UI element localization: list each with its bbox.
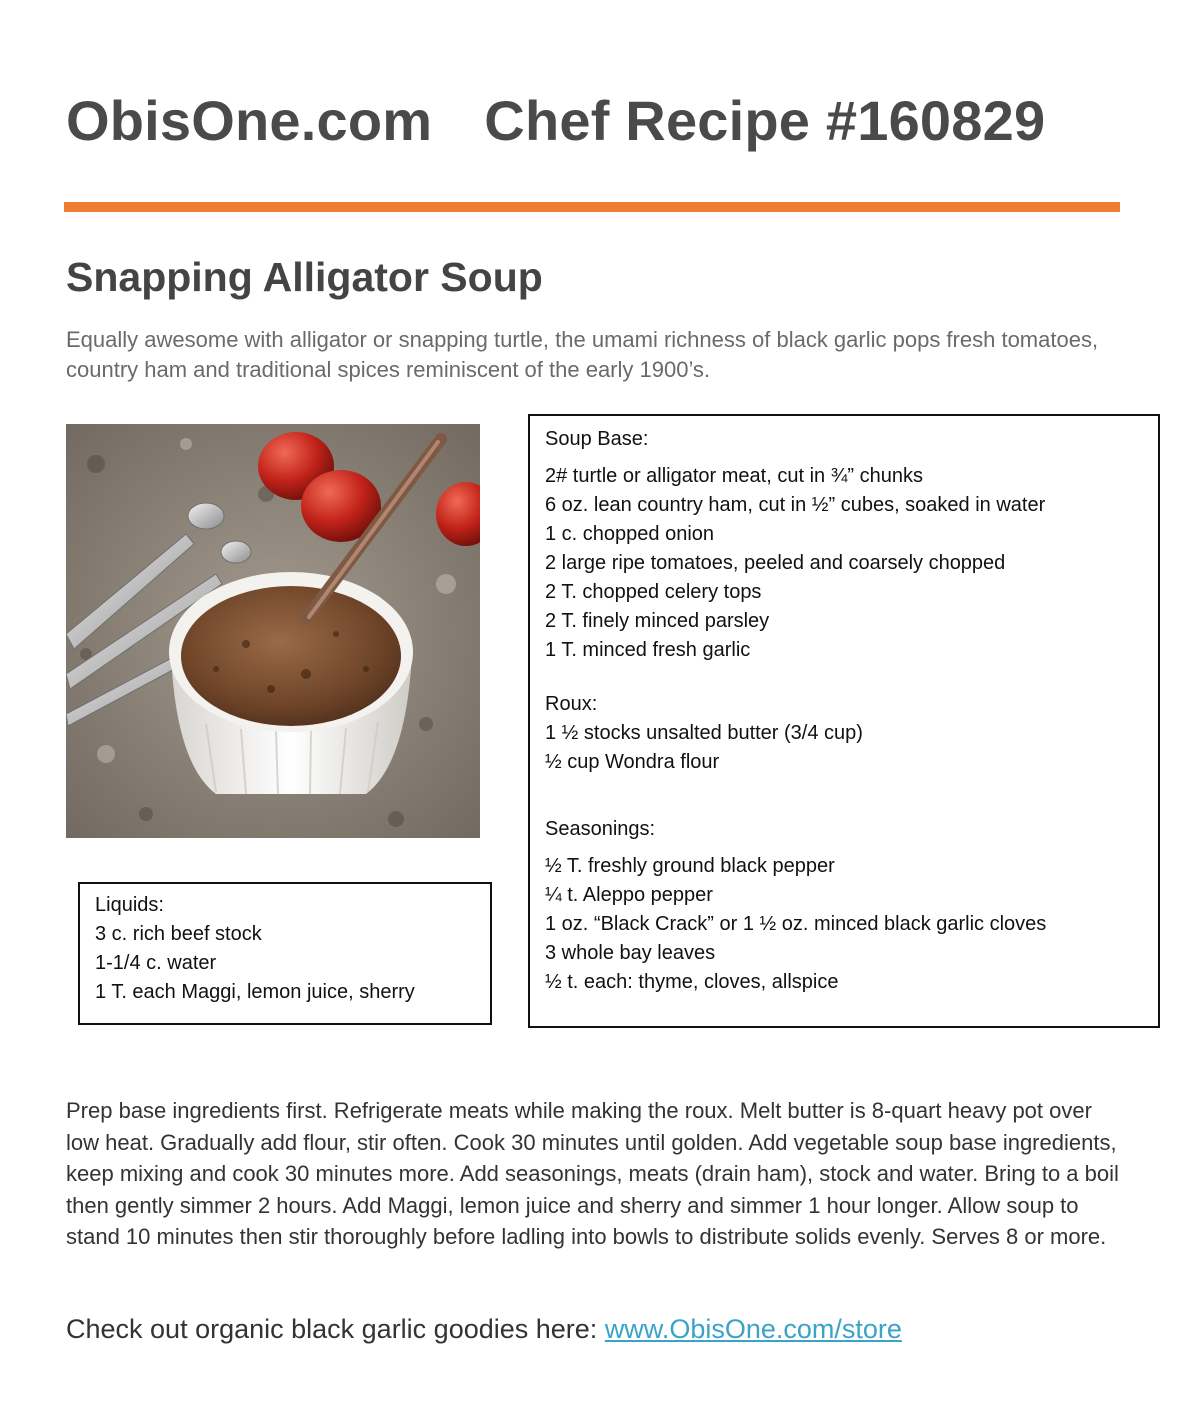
- recipe-number: Chef Recipe #160829: [484, 89, 1046, 152]
- roux-heading: Roux:: [545, 693, 598, 715]
- liquids-heading: Liquids:: [95, 894, 164, 916]
- page-header: [66, 88, 1045, 153]
- soup-base-heading: Soup Base:: [545, 428, 649, 450]
- liquids-item: 1 T. each Maggi, lemon juice, sherry: [95, 981, 415, 1003]
- recipe-intro: Equally awesome with alligator or snapping turtle, the umami richness of black garlic pops fresh tomatoes, country ham and traditional spices reminiscent of the early 1900’s.: [66, 327, 1099, 382]
- soup-base-item: 2 T. chopped celery tops: [545, 581, 762, 603]
- footer-cta: [66, 1314, 902, 1345]
- soup-bowl-image: [66, 424, 480, 838]
- soup-base-item: 2 T. finely minced parsley: [545, 610, 770, 632]
- seasonings-heading: Seasonings:: [545, 818, 656, 840]
- seasonings-item: 3 whole bay leaves: [545, 942, 716, 964]
- recipe-title: Snapping Alligator Soup: [66, 254, 543, 300]
- roux-item: 1 ½ stocks unsalted butter (3/4 cup): [545, 722, 863, 744]
- roux-item: ½ cup Wondra flour: [545, 751, 720, 773]
- liquids-box: [78, 882, 492, 1025]
- seasonings-item: ½ t. each: thyme, cloves, allspice: [545, 971, 839, 993]
- soup-base-item: 6 oz. lean country ham, cut in ½” cubes, soaked in water: [545, 494, 1046, 516]
- footer-text: Check out organic black garlic goodies here:: [66, 1314, 605, 1344]
- seasonings-item: ½ T. freshly ground black pepper: [545, 855, 835, 877]
- soup-base-item: 2 large ripe tomatoes, peeled and coarsely chopped: [545, 552, 1006, 574]
- liquids-item: 3 c. rich beef stock: [95, 923, 262, 945]
- soup-base-item: 2# turtle or alligator meat, cut in ¾” chunks: [545, 465, 923, 487]
- soup-base-item: 1 T. minced fresh garlic: [545, 639, 751, 661]
- store-link[interactable]: www.ObisOne.com/store: [604, 1314, 902, 1344]
- header-divider: [64, 202, 1120, 212]
- ingredients-box: [528, 414, 1160, 1028]
- soup-photo: [66, 424, 480, 838]
- soup-base-item: 1 c. chopped onion: [545, 523, 715, 545]
- site-name: ObisOne.com: [66, 89, 433, 152]
- seasonings-item: ¼ t. Aleppo pepper: [545, 884, 713, 906]
- liquids-item: 1-1/4 c. water: [95, 952, 217, 974]
- seasonings-item: 1 oz. “Black Crack” or 1 ½ oz. minced black garlic cloves: [545, 913, 1047, 935]
- recipe-instructions: Prep base ingredients first. Refrigerate meats while making the roux. Melt butter is 8-quart heavy pot over low heat. Gradually add flour, stir often. Cook 30 minutes until golden. Add vegetable soup base ingredients, keep mixing and cook 30 minutes more. Add seasonings, meats (drain ham), stock and water. Bring to a boil then gently simmer 2 hours. Add Maggi, lemon juice and sherry and simmer 1 hour longer. Allow soup to stand 10 minutes then stir thoroughly before ladling into bowls to distribute solids evenly. Serves 8 or more.: [66, 1098, 1119, 1249]
